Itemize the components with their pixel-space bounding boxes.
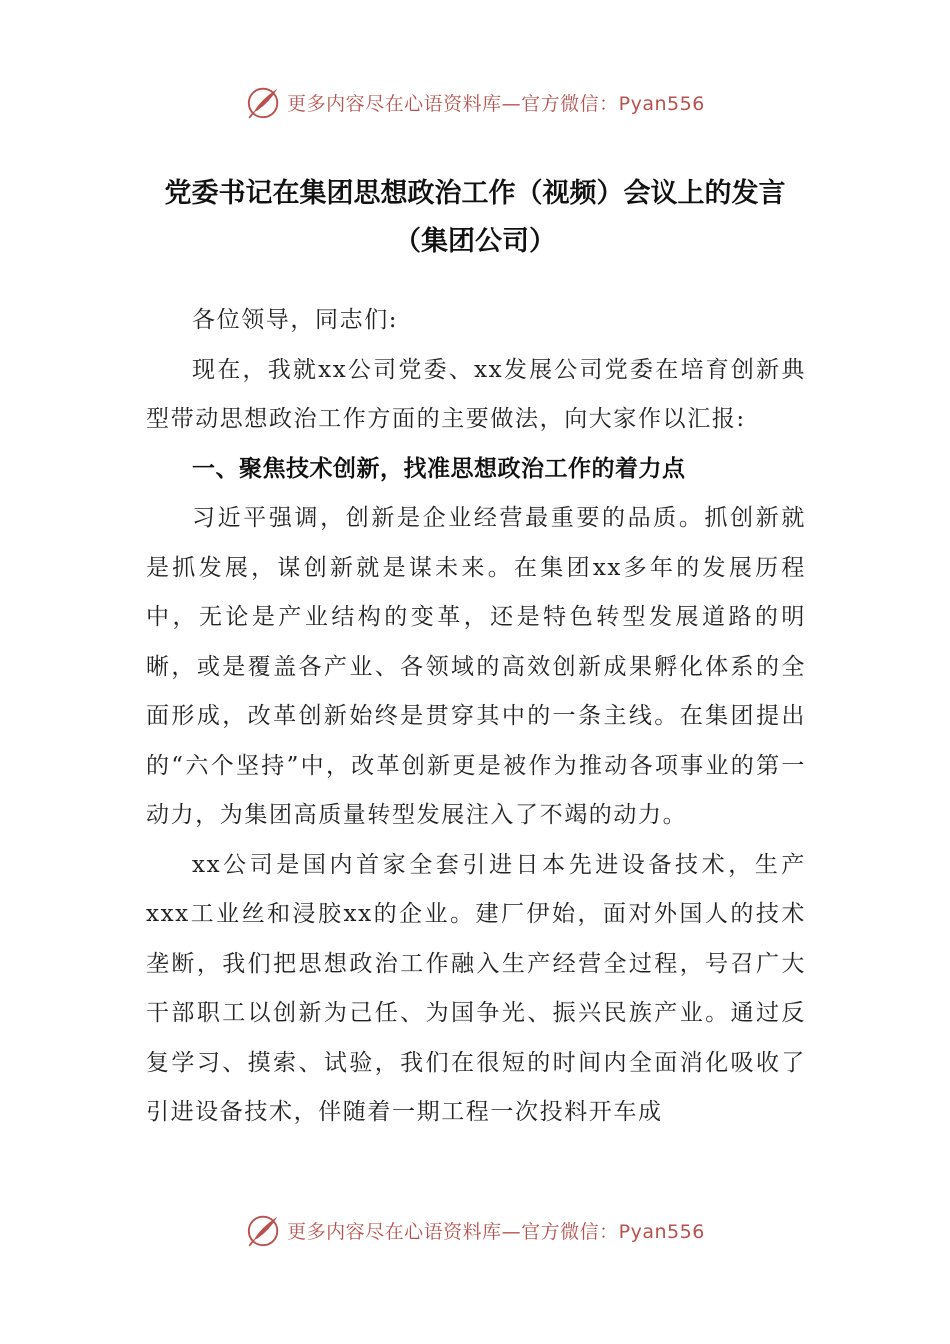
paragraph: xx公司是国内首家全套引进日本先进设备技术，生产xxx工业丝和浸胶xx的企业。建厂伊始，面对外国人的技术垄断，我们把思想政治工作融入生产经营全过程，号召广大干部职工以创新为己任、为国争光、振兴民族产业。通过反复学习、摸索、试验，我们在很短的时间内全面消化吸收了引进设备技术，伴随着一期工程一次投料开车成 [146,851,806,1125]
salutation: 各位领导，同志们: [192,307,399,333]
watermark-text: 更多内容尽在心语资料库—官方微信：Pyan556 [287,1220,705,1243]
header-watermark [0,80,950,124]
document-title: 党委书记在集团思想政治工作（视频）会议上的发言（集团公司） [164,178,786,257]
section-heading: 一、聚焦技术创新，找准思想政治工作的着力点 [192,455,686,482]
document-body [146,296,806,1138]
paragraph: 习近平强调，创新是企业经营最重要的品质。抓创新就是抓发展，谋创新就是谋未来。在集团xx多年的发展历程中，无论是产业结构的变革，还是特色转型发展道路的明晰，或是覆盖各产业、各领域的高效创新成果孵化体系的全面形成，改革创新始终是贯穿其中的一条主线。在集团提出的“六个坚持”中，改革创新更是被作为推动各项事业的第一动力，为集团高质量转型发展注入了不竭的动力。 [146,505,806,828]
watermark-text: 更多内容尽在心语资料库—官方微信：Pyan556 [287,92,705,115]
paragraph: 现在，我就xx公司党委、xx发展公司党委在培育创新典型带动思想政治工作方面的主要做法，向大家作以汇报: [146,356,806,432]
quill-logo-icon [245,83,283,121]
quill-logo-icon [245,1211,283,1249]
footer-watermark [0,1208,950,1252]
